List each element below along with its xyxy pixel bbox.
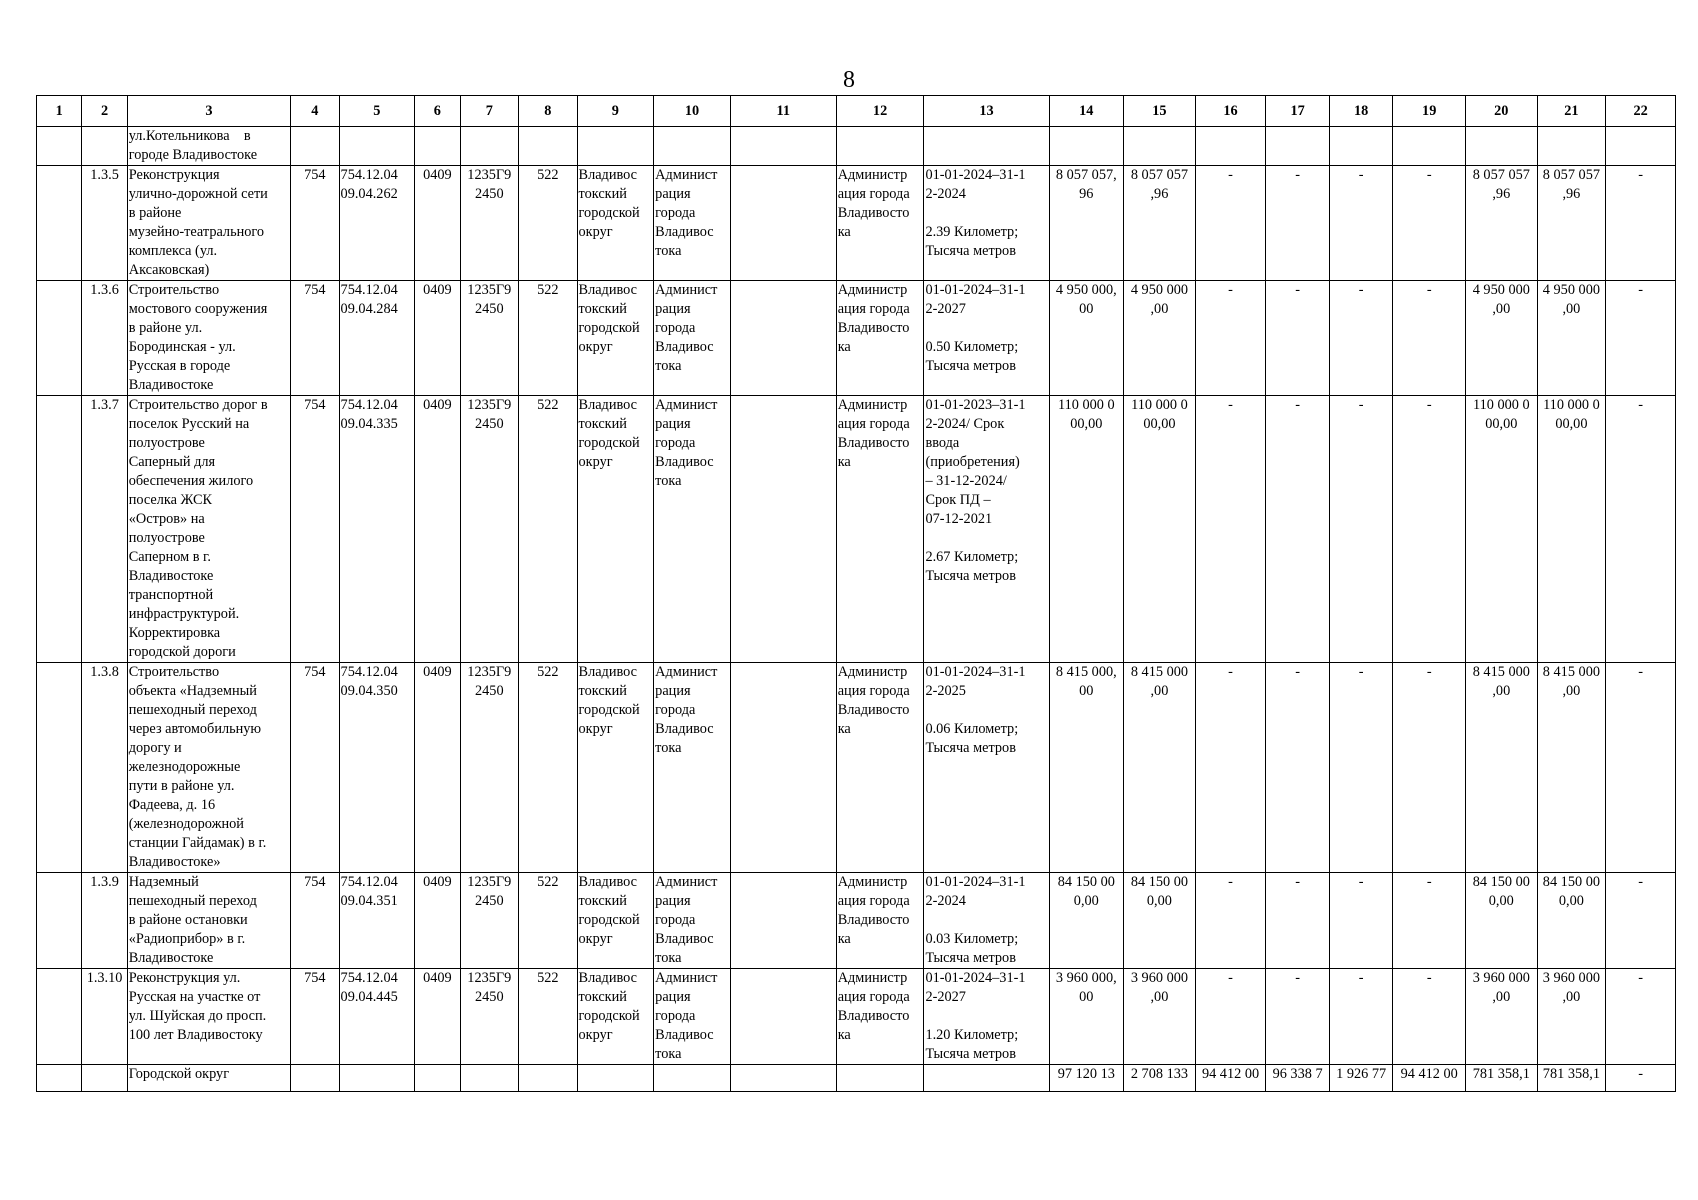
cell-col-17: - [1266,166,1330,281]
cell-col-15 [1124,127,1196,166]
cell-col-16: - [1195,663,1266,873]
cell-col-10: Админист рация города Владивос тока [654,281,731,396]
cell-col-12: Администр ация города Владивосто ка [836,166,924,281]
cell-col-4: 754 [291,663,339,873]
cell-col-10: Админист рация города Владивос тока [654,969,731,1065]
cell-col-12 [836,127,924,166]
cell-col-11 [730,166,836,281]
cell-col-2: 1.3.7 [82,396,127,663]
cell-col-20: 8 415 000 ,00 [1466,663,1538,873]
cell-col-2: 1.3.6 [82,281,127,396]
cell-col-8 [519,127,577,166]
column-header-16: 16 [1195,96,1266,127]
cell-col-2 [82,127,127,166]
cell-col-6: 0409 [415,663,460,873]
cell-col-14: 97 120 13 [1049,1065,1124,1092]
column-header-4: 4 [291,96,339,127]
cell-col-18: - [1329,396,1393,663]
cell-col-15: 8 057 057 ,96 [1124,166,1196,281]
cell-col-1 [37,166,82,281]
cell-col-3: Строительство дорог в поселок Русский на полуострове Саперный для обеспечения жилого поселка ЖСК «Остров» на полуострове Саперном в г. Владивостоке транспортной инфраструктурой. Корректировка городской дороги [127,396,290,663]
cell-col-9: Владивос токский городской округ [577,166,654,281]
cell-col-21: 4 950 000 ,00 [1537,281,1606,396]
cell-col-7: 1235Г9 2450 [460,396,518,663]
cell-col-18: - [1329,281,1393,396]
cell-col-18: - [1329,663,1393,873]
cell-col-12: Администр ация города Владивосто ка [836,281,924,396]
cell-col-11 [730,663,836,873]
cell-col-7: 1235Г9 2450 [460,969,518,1065]
column-header-15: 15 [1124,96,1196,127]
cell-col-18: - [1329,969,1393,1065]
cell-col-13: 01-01-2024–31-1 2-2025 0.06 Километр; Тысяча метров [924,663,1049,873]
cell-col-5: 754.12.04 09.04.284 [339,281,415,396]
cell-col-5: 754.12.04 09.04.351 [339,873,415,969]
cell-col-5: 754.12.04 09.04.262 [339,166,415,281]
cell-col-14: 84 150 00 0,00 [1049,873,1124,969]
cell-col-8: 522 [519,969,577,1065]
cell-col-1 [37,969,82,1065]
cell-col-13: 01-01-2024–31-1 2-2024 0.03 Километр; Тысяча метров [924,873,1049,969]
cell-col-2: 1.3.10 [82,969,127,1065]
cell-col-3: Реконструкция ул. Русская на участке от ул. Шуйская до просп. 100 лет Владивостоку [127,969,290,1065]
cell-col-22: - [1606,396,1676,663]
column-header-10: 10 [654,96,731,127]
column-header-2: 2 [82,96,127,127]
cell-col-17: 96 338 7 [1266,1065,1330,1092]
cell-col-21: 110 000 0 00,00 [1537,396,1606,663]
column-header-12: 12 [836,96,924,127]
cell-col-20: 781 358,1 [1466,1065,1538,1092]
cell-col-4 [291,127,339,166]
cell-col-1 [37,127,82,166]
cell-col-4 [291,1065,339,1092]
cell-col-21: 8 415 000 ,00 [1537,663,1606,873]
cell-col-15: 4 950 000 ,00 [1124,281,1196,396]
cell-col-10: Админист рация города Владивос тока [654,396,731,663]
cell-col-8: 522 [519,281,577,396]
column-header-19: 19 [1393,96,1466,127]
cell-col-17: - [1266,281,1330,396]
cell-col-9 [577,127,654,166]
cell-col-17: - [1266,873,1330,969]
cell-col-17 [1266,127,1330,166]
cell-col-3: Городской округ [127,1065,290,1092]
cell-col-14 [1049,127,1124,166]
cell-col-12: Администр ация города Владивосто ка [836,663,924,873]
cell-col-13: 01-01-2024–31-1 2-2024 2.39 Километр; Тысяча метров [924,166,1049,281]
cell-col-1 [37,1065,82,1092]
cell-col-5: 754.12.04 09.04.335 [339,396,415,663]
cell-col-11 [730,396,836,663]
column-header-9: 9 [577,96,654,127]
cell-col-6: 0409 [415,969,460,1065]
cell-col-11 [730,127,836,166]
column-header-11: 11 [730,96,836,127]
cell-col-3: ул.Котельникова в городе Владивостоке [127,127,290,166]
cell-col-9: Владивос токский городской округ [577,396,654,663]
cell-col-3: Надземный пешеходный переход в районе остановки «Радиоприбор» в г. Владивостоке [127,873,290,969]
cell-col-7: 1235Г9 2450 [460,166,518,281]
cell-col-4: 754 [291,969,339,1065]
cell-col-12 [836,1065,924,1092]
table-row [37,663,1676,873]
cell-col-7: 1235Г9 2450 [460,873,518,969]
cell-col-4: 754 [291,281,339,396]
cell-col-8 [519,1065,577,1092]
cell-col-16: 94 412 00 [1195,1065,1266,1092]
cell-col-2: 1.3.9 [82,873,127,969]
cell-col-6: 0409 [415,166,460,281]
cell-col-21: 781 358,1 [1537,1065,1606,1092]
cell-col-10 [654,1065,731,1092]
column-header-6: 6 [415,96,460,127]
cell-col-2 [82,1065,127,1092]
column-header-1: 1 [37,96,82,127]
cell-col-4: 754 [291,873,339,969]
column-header-17: 17 [1266,96,1330,127]
cell-col-16: - [1195,166,1266,281]
cell-col-17: - [1266,663,1330,873]
column-header-22: 22 [1606,96,1676,127]
table-row [37,281,1676,396]
cell-col-7: 1235Г9 2450 [460,663,518,873]
cell-col-10: Админист рация города Владивос тока [654,873,731,969]
cell-col-18: 1 926 77 [1329,1065,1393,1092]
cell-col-22: - [1606,166,1676,281]
cell-col-21: 84 150 00 0,00 [1537,873,1606,969]
cell-col-8: 522 [519,873,577,969]
table-row [37,873,1676,969]
column-header-8: 8 [519,96,577,127]
cell-col-19: - [1393,663,1466,873]
continuation-row [37,127,1676,166]
cell-col-12: Администр ация города Владивосто ка [836,969,924,1065]
cell-col-8: 522 [519,166,577,281]
page-number: 8 [843,67,855,93]
cell-col-12: Администр ация города Владивосто ка [836,396,924,663]
cell-col-22: - [1606,1065,1676,1092]
cell-col-13 [924,127,1049,166]
cell-col-1 [37,396,82,663]
cell-col-9: Владивос токский городской округ [577,873,654,969]
cell-col-22: - [1606,873,1676,969]
cell-col-15: 8 415 000 ,00 [1124,663,1196,873]
cell-col-2: 1.3.8 [82,663,127,873]
cell-col-16: - [1195,396,1266,663]
cell-col-13 [924,1065,1049,1092]
column-header-14: 14 [1049,96,1124,127]
cell-col-1 [37,873,82,969]
cell-col-20 [1466,127,1538,166]
column-header-18: 18 [1329,96,1393,127]
cell-col-8: 522 [519,396,577,663]
cell-col-16: - [1195,969,1266,1065]
cell-col-11 [730,281,836,396]
cell-col-16: - [1195,281,1266,396]
cell-col-6: 0409 [415,873,460,969]
cell-col-12: Администр ация города Владивосто ка [836,873,924,969]
cell-col-10: Админист рация города Владивос тока [654,166,731,281]
cell-col-6 [415,127,460,166]
cell-col-15: 110 000 0 00,00 [1124,396,1196,663]
column-header-21: 21 [1537,96,1606,127]
cell-col-19: - [1393,969,1466,1065]
cell-col-13: 01-01-2023–31-1 2-2024/ Срок ввода (приобретения) – 31-12-2024/ Срок ПД – 07-12-2021 2.67 Километр; Тысяча метров [924,396,1049,663]
column-header-13: 13 [924,96,1049,127]
cell-col-5: 754.12.04 09.04.350 [339,663,415,873]
cell-col-22: - [1606,969,1676,1065]
cell-col-6: 0409 [415,396,460,663]
cell-col-4: 754 [291,166,339,281]
cell-col-11 [730,873,836,969]
cell-col-18: - [1329,873,1393,969]
table-row [37,969,1676,1065]
table-row [37,166,1676,281]
cell-col-20: 84 150 00 0,00 [1466,873,1538,969]
cell-col-9 [577,1065,654,1092]
cell-col-13: 01-01-2024–31-1 2-2027 0.50 Километр; Тысяча метров [924,281,1049,396]
cell-col-7: 1235Г9 2450 [460,281,518,396]
cell-col-19 [1393,127,1466,166]
cell-col-20: 8 057 057 ,96 [1466,166,1538,281]
cell-col-8: 522 [519,663,577,873]
cell-col-5: 754.12.04 09.04.445 [339,969,415,1065]
cell-col-7 [460,1065,518,1092]
cell-col-20: 3 960 000 ,00 [1466,969,1538,1065]
cell-col-13: 01-01-2024–31-1 2-2027 1.20 Километр; Тысяча метров [924,969,1049,1065]
column-header-7: 7 [460,96,518,127]
cell-col-9: Владивос токский городской округ [577,281,654,396]
cell-col-16 [1195,127,1266,166]
cell-col-2: 1.3.5 [82,166,127,281]
cell-col-10 [654,127,731,166]
cell-col-22 [1606,127,1676,166]
cell-col-21: 3 960 000 ,00 [1537,969,1606,1065]
cell-col-14: 3 960 000, 00 [1049,969,1124,1065]
cell-col-14: 4 950 000, 00 [1049,281,1124,396]
cell-col-6: 0409 [415,281,460,396]
program-table [36,95,1676,1092]
cell-col-22: - [1606,663,1676,873]
cell-col-7 [460,127,518,166]
cell-col-1 [37,663,82,873]
cell-col-3: Строительство объекта «Надземный пешеходный переход через автомобильную дорогу и железнодорожные пути в районе ул. Фадеева, д. 16 (железнодорожной станции Гайдамак) в г. Владивостоке» [127,663,290,873]
cell-col-17: - [1266,969,1330,1065]
cell-col-17: - [1266,396,1330,663]
cell-col-18: - [1329,166,1393,281]
cell-col-6 [415,1065,460,1092]
cell-col-19: - [1393,281,1466,396]
cell-col-15: 2 708 133 [1124,1065,1196,1092]
cell-col-20: 110 000 0 00,00 [1466,396,1538,663]
cell-col-21 [1537,127,1606,166]
cell-col-1 [37,281,82,396]
cell-col-5 [339,127,415,166]
cell-col-18 [1329,127,1393,166]
cell-col-21: 8 057 057 ,96 [1537,166,1606,281]
table-row [37,396,1676,663]
total-row [37,1065,1676,1092]
header-row [37,96,1676,127]
cell-col-19: - [1393,396,1466,663]
cell-col-16: - [1195,873,1266,969]
cell-col-10: Админист рация города Владивос тока [654,663,731,873]
cell-col-9: Владивос токский городской округ [577,663,654,873]
cell-col-3: Строительство мостового сооружения в районе ул. Бородинская - ул. Русская в городе Владивостоке [127,281,290,396]
cell-col-22: - [1606,281,1676,396]
cell-col-11 [730,969,836,1065]
cell-col-14: 8 415 000, 00 [1049,663,1124,873]
cell-col-4: 754 [291,396,339,663]
cell-col-19: - [1393,873,1466,969]
column-header-5: 5 [339,96,415,127]
cell-col-20: 4 950 000 ,00 [1466,281,1538,396]
cell-col-14: 8 057 057, 96 [1049,166,1124,281]
column-header-3: 3 [127,96,290,127]
cell-col-5 [339,1065,415,1092]
cell-col-15: 3 960 000 ,00 [1124,969,1196,1065]
cell-col-14: 110 000 0 00,00 [1049,396,1124,663]
cell-col-19: 94 412 00 [1393,1065,1466,1092]
cell-col-3: Реконструкция улично-дорожной сети в районе музейно-театрального комплекса (ул. Аксаковская) [127,166,290,281]
cell-col-15: 84 150 00 0,00 [1124,873,1196,969]
cell-col-19: - [1393,166,1466,281]
cell-col-9: Владивос токский городской округ [577,969,654,1065]
cell-col-11 [730,1065,836,1092]
column-header-20: 20 [1466,96,1538,127]
